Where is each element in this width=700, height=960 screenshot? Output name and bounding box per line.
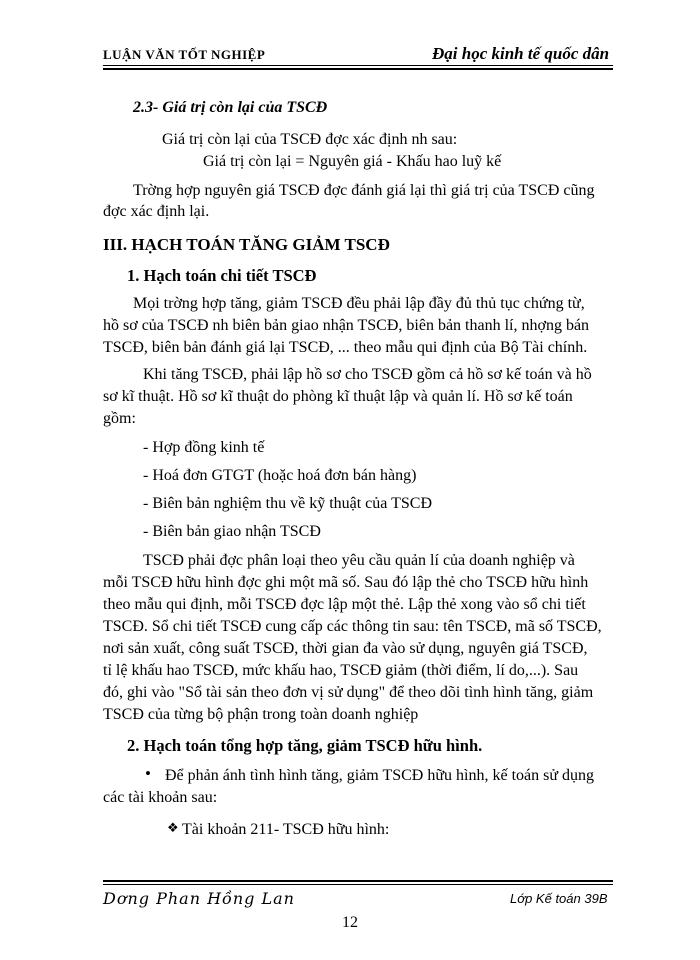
footer-author: Dơng Phan Hồng Lan: [103, 889, 295, 908]
paragraph-line: nơi sản xuất, công suất TSCĐ, thời gian đa vào sử dụng, nguyên giá TSCĐ,: [103, 640, 588, 657]
paragraph-line: đợc xác định lại.: [103, 203, 210, 220]
header-university-label: Đại học kinh tế quốc dân: [432, 44, 610, 63]
paragraph-line: TSCĐ, biên bản đánh giá lại TSCĐ, ... theo mẫu qui định của Bộ Tài chính.: [103, 339, 588, 356]
paragraph-line: gồm:: [103, 410, 136, 427]
header-thesis-label: LUẬN VĂN TỐT NGHIỆP: [103, 47, 266, 62]
section-iii-title: III. HẠCH TOÁN TĂNG GIẢM TSCĐ: [103, 235, 390, 254]
footer-divider-thick: [103, 880, 613, 882]
paragraph-line: Giá trị còn lại của TSCĐ đợc xác định nh sau:: [162, 131, 458, 148]
paragraph-line: đó, ghi vào "Sổ tài sản theo đơn vị sử dụng" để theo dõi tình hình tăng, giảm: [103, 684, 594, 701]
formula-line: Giá trị còn lại = Nguyên giá - Khấu hao luỹ kế: [203, 153, 502, 170]
paragraph-line: Khi tăng TSCĐ, phải lập hồ sơ cho TSCĐ gồm cả hồ sơ kế toán và hồ: [143, 366, 592, 383]
header-divider: [103, 65, 613, 66]
account-211-label: Tài khoản 211- TSCĐ hữu hình:: [182, 821, 390, 838]
paragraph-line: TSCĐ của từng bộ phận trong toàn doanh nghiệp: [103, 706, 419, 723]
paragraph-line: Mọi trờng hợp tăng, giảm TSCĐ đều phải lập đầy đủ thủ tục chứng từ,: [133, 295, 585, 312]
paragraph-line: tỉ lệ khấu hao TSCĐ, mức khấu hao, TSCĐ giảm (thời điểm, lí do,...). Sau: [103, 662, 579, 679]
paragraph-line: TSCĐ. Sổ chi tiết TSCĐ cung cấp các thông tin sau: tên TSCĐ, mã số TSCĐ,: [103, 618, 602, 635]
list-item: - Biên bản giao nhận TSCĐ: [143, 523, 321, 540]
footer-divider: [103, 884, 613, 885]
paragraph-line: theo mẫu qui định, mỗi TSCĐ đợc lập một thẻ. Lập thẻ xong vào sổ chi tiết: [103, 596, 586, 613]
paragraph-line: các tài khoản sau:: [103, 789, 218, 806]
bullet-icon: •: [145, 764, 151, 783]
footer-class: Lớp Kế toán 39B: [510, 891, 608, 906]
paragraph-line: Để phản ánh tình hình tăng, giảm TSCĐ hữu hình, kế toán sử dụng: [165, 767, 595, 784]
list-item: - Hoá đơn GTGT (hoặc hoá đơn bán hàng): [143, 467, 417, 484]
subsection-2-title: 2. Hạch toán tổng hợp tăng, giảm TSCĐ hữu hình.: [127, 736, 483, 755]
header-divider-thick: [103, 68, 613, 70]
diamond-bullet-icon: ❖: [167, 820, 179, 835]
section-2-3-title: 2.3- Giá trị còn lại của TSCĐ: [133, 99, 328, 116]
paragraph-line: TSCĐ phải đợc phân loại theo yêu cầu quản lí của doanh nghiệp và: [143, 552, 575, 569]
subsection-1-title: 1. Hạch toán chi tiết TSCĐ: [127, 266, 317, 285]
paragraph-line: sơ kĩ thuật. Hồ sơ kĩ thuật do phòng kĩ thuật lập và quản lí. Hồ sơ kế toán: [103, 388, 573, 405]
page-number: 12: [342, 914, 358, 931]
paragraph-line: hồ sơ của TSCĐ nh biên bản giao nhận TSCĐ, biên bản thanh lí, nhợng bán: [103, 317, 590, 334]
paragraph-line: Trờng hợp nguyên giá TSCĐ đợc đánh giá lại thì giá trị của TSCĐ cũng: [133, 182, 595, 199]
list-item: - Biên bản nghiệm thu về kỹ thuật của TSCĐ: [143, 495, 432, 512]
paragraph-line: mỗi TSCĐ hữu hình đợc ghi một mã số. Sau đó lập thẻ cho TSCĐ hữu hình: [103, 574, 589, 591]
list-item: - Hợp đồng kinh tế: [143, 439, 265, 456]
